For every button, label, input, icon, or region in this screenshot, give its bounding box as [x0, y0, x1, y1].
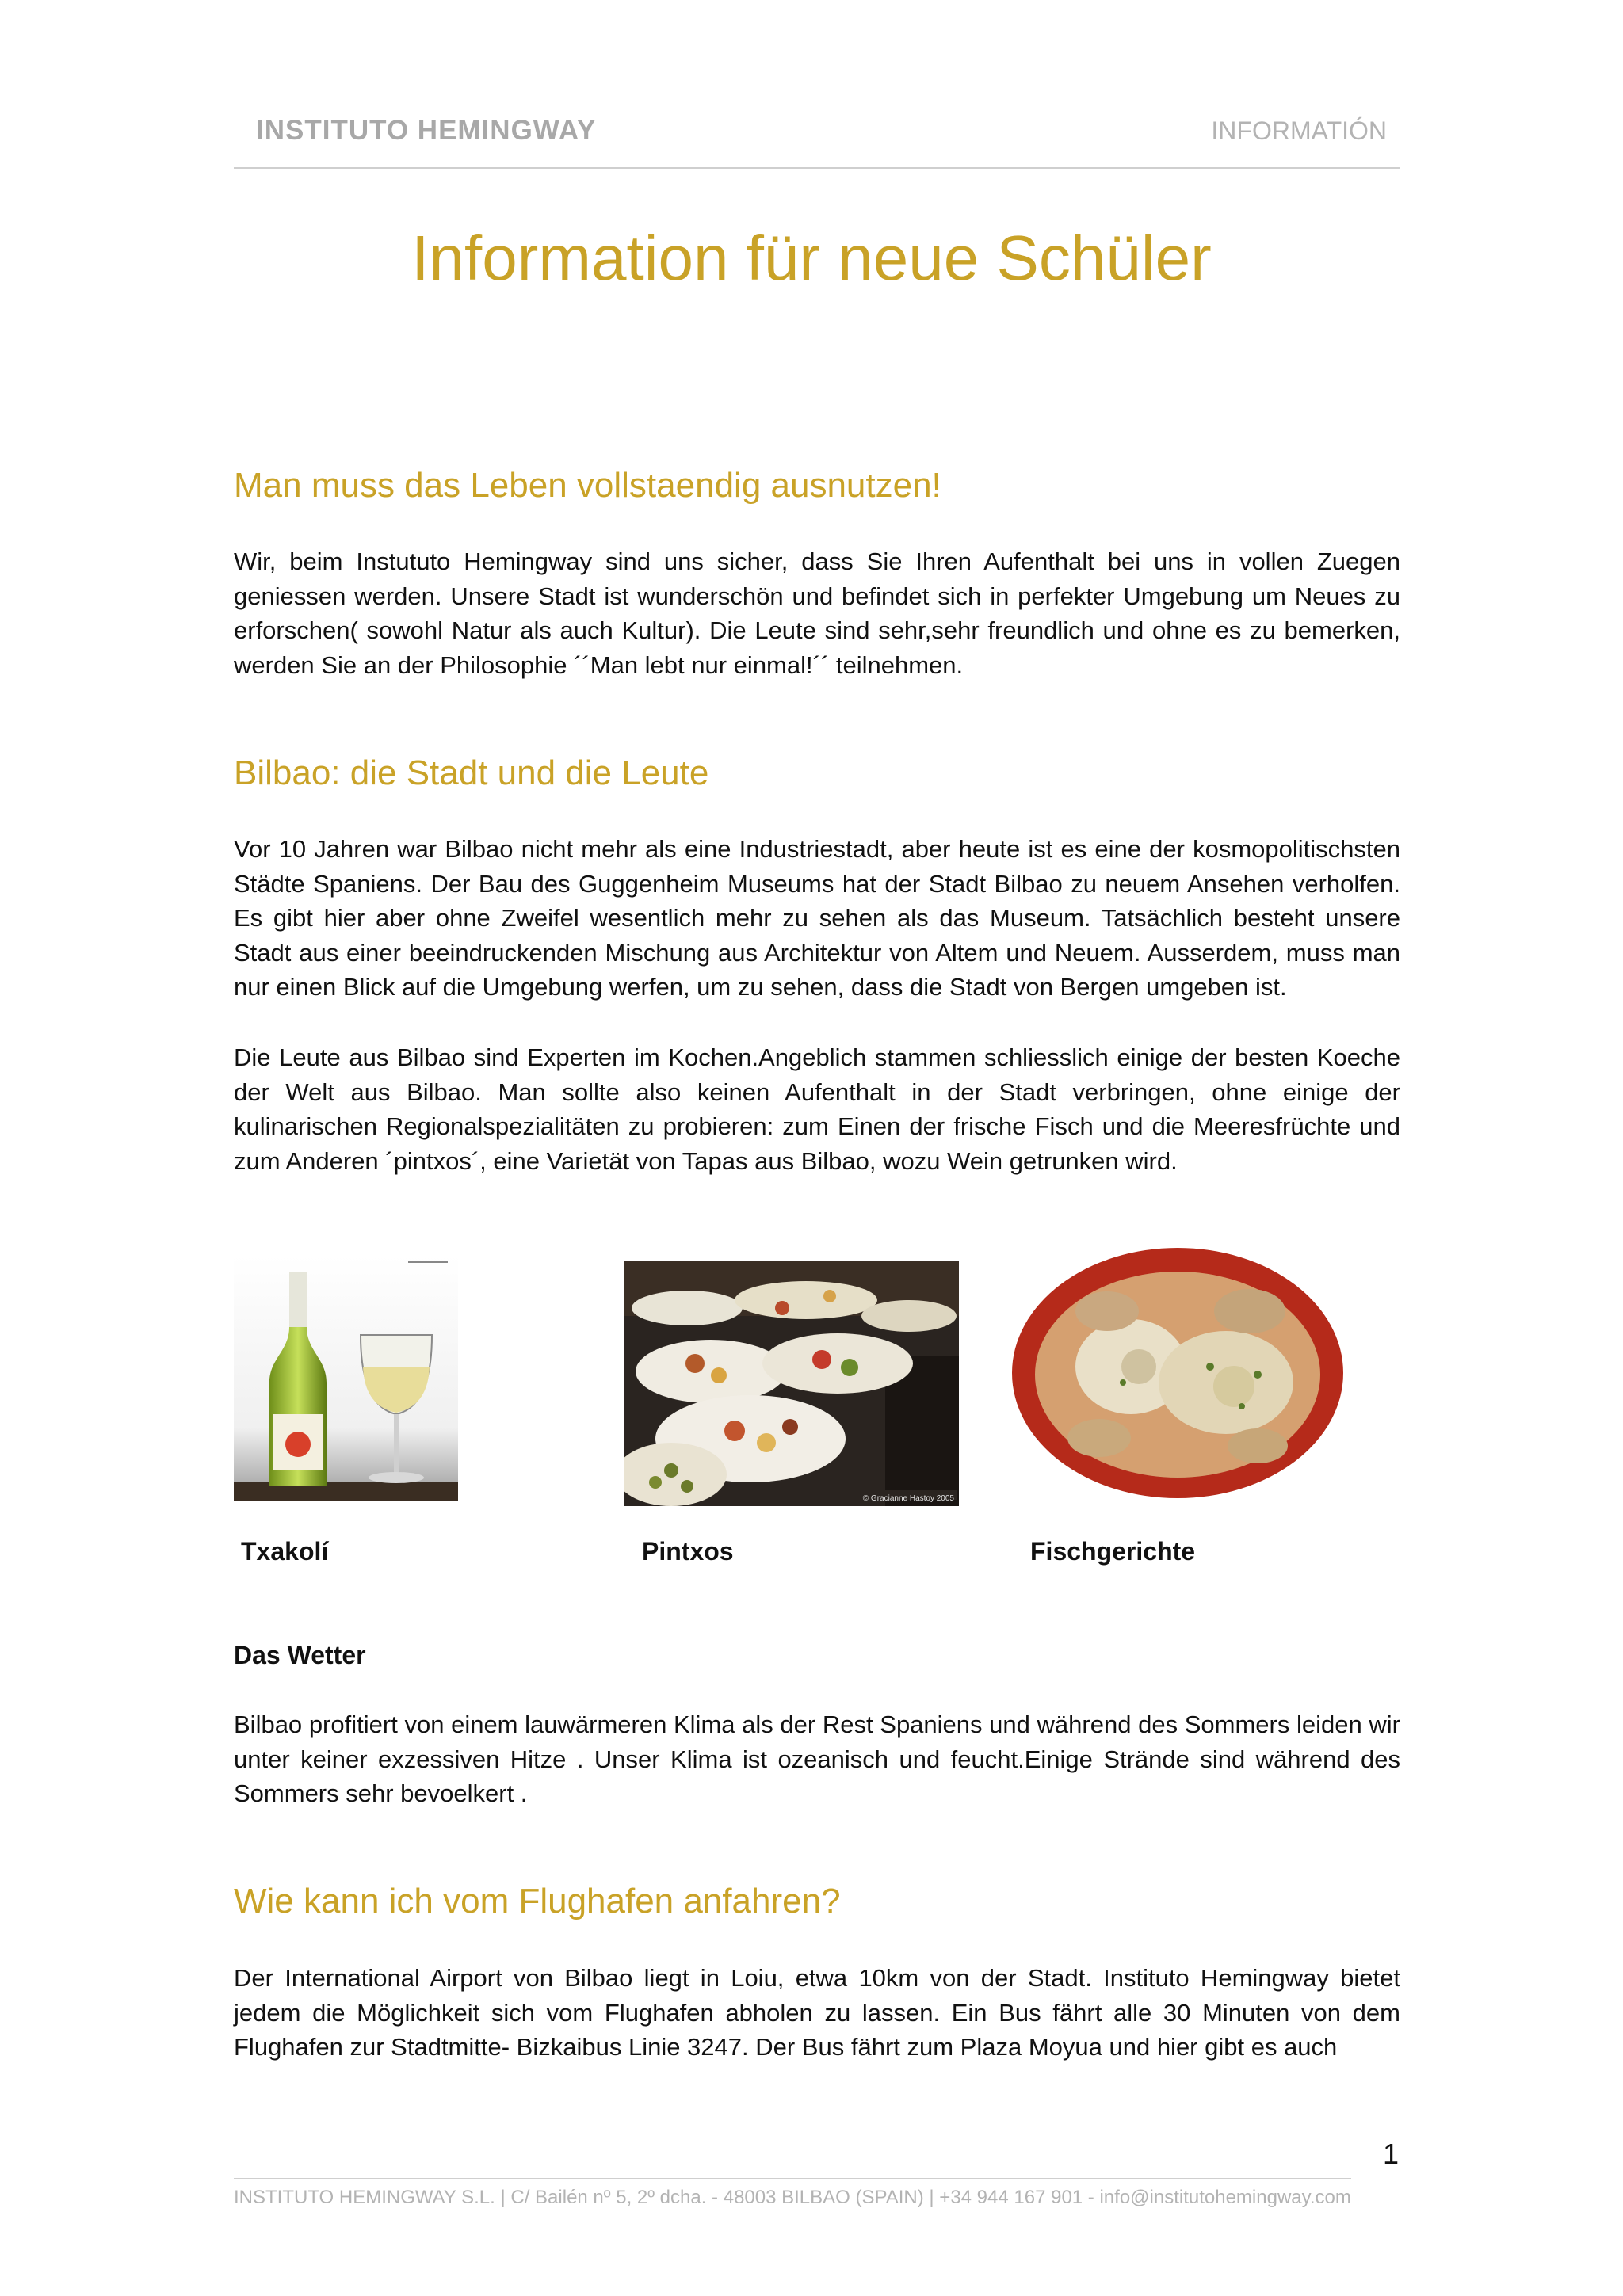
section-heading-bilbao: Bilbao: die Stadt und die Leute [234, 753, 709, 792]
caption-fischgerichte: Fischgerichte [1030, 1537, 1196, 1566]
fish-plate-icon [1012, 1248, 1343, 1498]
section-heading-wetter: Das Wetter [234, 1641, 366, 1669]
photo-credit: © Gracianne Hastoy 2005 [862, 1494, 954, 1503]
fish-dish-image [1012, 1248, 1343, 1498]
section-body-life: Wir, beim Instututo Hemingway sind uns sicher, dass Sie Ihren Aufenthalt bei uns in vollen Zuegen geniessen werden. Unsere Stadt ist wunderschön und befindet sich in perfekter Umgebung um Neues zu erforschen( sowohl Natur als auch Kultur). Die Leute sind sehr,sehr freundlich und ohne es zu bemerken, werden Sie an der Philosophie ´´Man lebt nur einmal!´´ teilnehmen. [234, 547, 1400, 679]
section-body-bilbao-1: Vor 10 Jahren war Bilbao nicht mehr als eine Industriestadt, aber heute ist es eine der kosmopolitischsten Städte Spaniens. Der Bau des Guggenheim Museums hat der Stadt Bilbao zu neuem Ansehen verholfen. Es gibt hier aber ohne Zweifel wesentlich mehr zu sehen als das Museum. Tatsächlich besteht unsere Stadt aus einer beeindruckenden Mischung aus Architektur von Altem und Neuem. Ausserdem, muss man nur einen Blick auf die Umgebung werfen, um zu sehen, dass die Stadt von Bergen umgeben ist. [234, 835, 1400, 1001]
section-body-wetter: Bilbao profitiert von einem lauwärmeren Klima als der Rest Spaniens und während des Sommers leiden wir unter keiner exzessiven Hitze . Unser Klima ist ozeanisch und feucht.Einige Strände sind während des Sommers sehr bevoelkert . [234, 1711, 1400, 1807]
header-section: INFORMATIÓN [1211, 116, 1387, 145]
section-heading-flughafen: Wie kann ich vom Flughafen anfahren? [234, 1882, 841, 1920]
section-heading-life: Man muss das Leben vollstaendig ausnutzen! [234, 466, 941, 505]
header-institute: INSTITUTO HEMINGWAY [256, 115, 597, 146]
caption-txakoli: Txakolí [241, 1537, 329, 1566]
section-body-flughafen: Der International Airport von Bilbao liegt in Loiu, etwa 10km von der Stadt. Instituto Hemingway bietet jedem die Möglichkeit sich vom Flughafen abholen zu lassen. Ein Bus fährt alle 30 Minuten von dem Flughafen zur Stadtmitte- Bizkaibus Linie 3247. Der Bus fährt zum Plaza Moyua und hier gibt es auch [234, 1964, 1400, 2061]
footer-contact: INSTITUTO HEMINGWAY S.L. | C/ Bailén nº 5, 2º dcha. - 48003 BILBAO (SPAIN) | +34 944 167 901 - info@institutohemingway.com [234, 2187, 1351, 2208]
header-divider [234, 167, 1400, 169]
pintxos-image [624, 1261, 959, 1506]
page-title: Information für neue Schüler [411, 223, 1212, 293]
section-body-bilbao-2: Die Leute aus Bilbao sind Experten im Kochen.Angeblich stammen schliesslich einige der besten Koeche der Welt aus Bilbao. Man sollte also keinen Aufenthalt in der Stadt verbringen, ohne einige der kulinarischen Regionalspezialitäten zu probieren: zum Einen der frische Fisch und die Meeresfrüchte und zum Anderen ´pintxos´, eine Varietät von Tapas aus Bilbao, wozu Wein getrunken wird. [234, 1043, 1400, 1175]
page-number: 1 [1383, 2138, 1400, 2170]
pintxos-bar-icon [624, 1261, 959, 1506]
wine-bottle-glass-icon [234, 1256, 458, 1501]
caption-pintxos: Pintxos [642, 1537, 734, 1566]
txakoli-image [234, 1256, 458, 1501]
footer-divider [234, 2178, 1351, 2179]
